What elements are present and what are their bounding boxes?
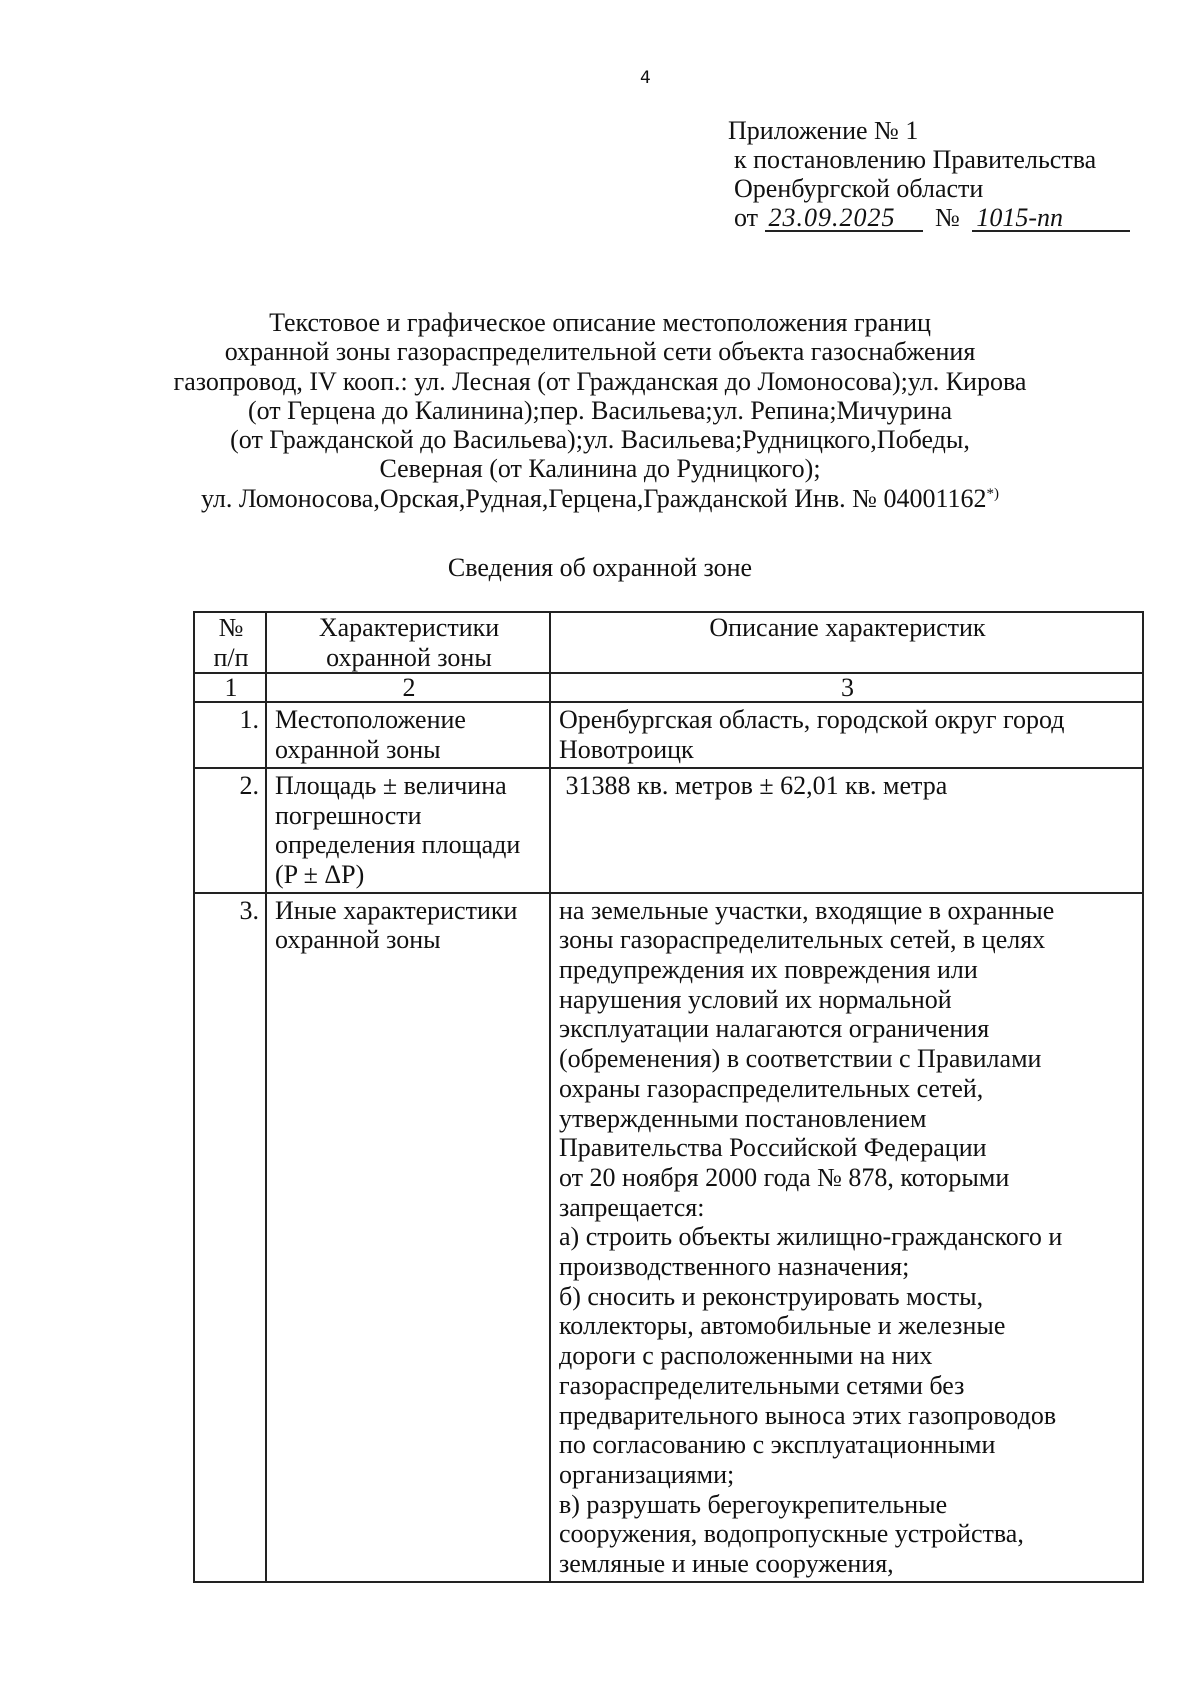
description-line: охраны газораспределительных сетей,	[559, 1073, 984, 1103]
row-number: 3.	[194, 893, 266, 1582]
characteristic-line: погрешности	[275, 800, 422, 830]
document-title	[140, 308, 1060, 513]
header-char-line: охранной зоны	[326, 642, 492, 672]
row-description	[550, 893, 1143, 1582]
col-number-2: 2	[266, 673, 550, 702]
header-cell-description: Описание характеристик	[550, 612, 1143, 673]
description-line: от 20 ноября 2000 года № 878, которыми	[559, 1162, 1010, 1192]
page-number: 4	[640, 68, 651, 88]
characteristic-line: охранной зоны	[275, 925, 441, 955]
row-characteristic	[266, 893, 550, 1582]
title-line: Текстовое и графическое описание местоположения границ	[269, 308, 931, 337]
description-line: б) сносить и реконструировать мосты,	[559, 1281, 984, 1311]
description-line: Правительства Российской Федерации	[559, 1133, 987, 1163]
description-line: эксплуатации налагаются ограничения	[559, 1014, 990, 1044]
table-row	[194, 768, 1143, 893]
characteristic-line: (P ± ΔP)	[275, 859, 365, 889]
row-number: 2.	[194, 768, 266, 893]
description-line: земляные и иные сооружения,	[559, 1549, 894, 1579]
characteristic-line: Иные характеристики	[275, 895, 518, 925]
col-number-1: 1	[194, 673, 266, 702]
header-number-line: п/п	[213, 642, 249, 672]
description-line: производственного назначения;	[559, 1252, 910, 1282]
number-prefix: №	[935, 203, 960, 232]
row-characteristic	[266, 768, 550, 893]
table-row	[194, 893, 1143, 1582]
table-row	[194, 702, 1143, 767]
header-cell-characteristics	[266, 612, 550, 673]
date-prefix: от	[734, 203, 759, 232]
description-line: нарушения условий их нормальной	[559, 984, 952, 1014]
description-line: зоны газораспределительных сетей, в целях	[559, 925, 1046, 955]
description-line: сооружения, водопропускные устройства,	[559, 1519, 1024, 1549]
description-line: 31388 кв. метров ± 62,01 кв. метра	[559, 770, 948, 800]
description-line: по согласованию с эксплуатационными	[559, 1430, 996, 1460]
title-line-text: ул. Ломоносова,Орская,Рудная,Герцена,Гражданской Инв. № 04001162	[200, 483, 987, 513]
handwritten-number: 1015-пп	[972, 206, 1130, 232]
description-line: Оренбургская область, городской округ город	[559, 705, 1065, 735]
zone-info-table	[193, 611, 1144, 1583]
description-line: (обременения) в соответствии с Правилами	[559, 1044, 1042, 1074]
header-char-line: Характеристики	[318, 613, 500, 642]
header-cell-number	[194, 612, 266, 673]
description-line: дороги с расположенными на них	[559, 1341, 933, 1371]
title-line: газопровод, IV кооп.: ул. Лесная (от Гражданская до Ломоносова);ул. Кирова	[173, 366, 1027, 396]
title-line: (от Гражданской до Васильева);ул. Васильева;Рудницкого,Победы,	[230, 425, 970, 455]
annex-date-line	[734, 203, 1130, 232]
col-number-3: 3	[550, 673, 1143, 702]
annex-block	[728, 116, 1130, 232]
row-characteristic	[266, 702, 550, 767]
characteristic-line: охранной зоны	[275, 735, 441, 765]
title-line: охранной зоны газораспределительной сети объекта газоснабжения	[224, 337, 976, 367]
description-line: организациями;	[559, 1459, 735, 1489]
description-line: Новотроицк	[559, 735, 694, 765]
description-line: коллекторы, автомобильные и железные	[559, 1311, 1006, 1341]
annex-line-3: Оренбургской области	[734, 174, 984, 203]
annex-line-1: Приложение № 1	[728, 116, 919, 145]
row-description	[550, 768, 1143, 893]
characteristic-line: Площадь ± величина	[275, 770, 507, 800]
characteristic-line: определения площади	[275, 830, 521, 860]
footnote-mark: *)	[986, 485, 1000, 502]
column-numbers-row	[194, 673, 1143, 702]
table-header-row	[194, 612, 1143, 673]
description-line: предупреждения их повреждения или	[559, 955, 978, 985]
description-line: запрещается:	[559, 1192, 705, 1222]
description-line: в) разрушать берегоукрепительные	[559, 1489, 948, 1519]
characteristic-line: Местоположение	[275, 705, 466, 735]
description-line: а) строить объекты жилищно-гражданского и	[559, 1222, 1063, 1252]
description-line: предварительного выноса этих газопроводов	[559, 1400, 1057, 1430]
section-subtitle: Сведения об охранной зоне	[447, 553, 753, 582]
description-line: газораспределительными сетями без	[559, 1370, 965, 1400]
title-line-last	[140, 484, 1060, 513]
description-line: на земельные участки, входящие в охранные	[559, 895, 1055, 925]
handwritten-date: 23.09.2025	[765, 206, 923, 232]
title-line: (от Герцена до Калинина);пер. Васильева;ул. Репина;Мичурина	[247, 395, 953, 425]
header-number-line: №	[218, 613, 244, 642]
row-description	[550, 702, 1143, 767]
annex-line-2: к постановлению Правительства	[734, 145, 1097, 174]
title-line: Северная (от Калинина до Рудницкого);	[379, 454, 821, 484]
description-line: утвержденными постановлением	[559, 1103, 927, 1133]
row-number: 1.	[194, 702, 266, 767]
